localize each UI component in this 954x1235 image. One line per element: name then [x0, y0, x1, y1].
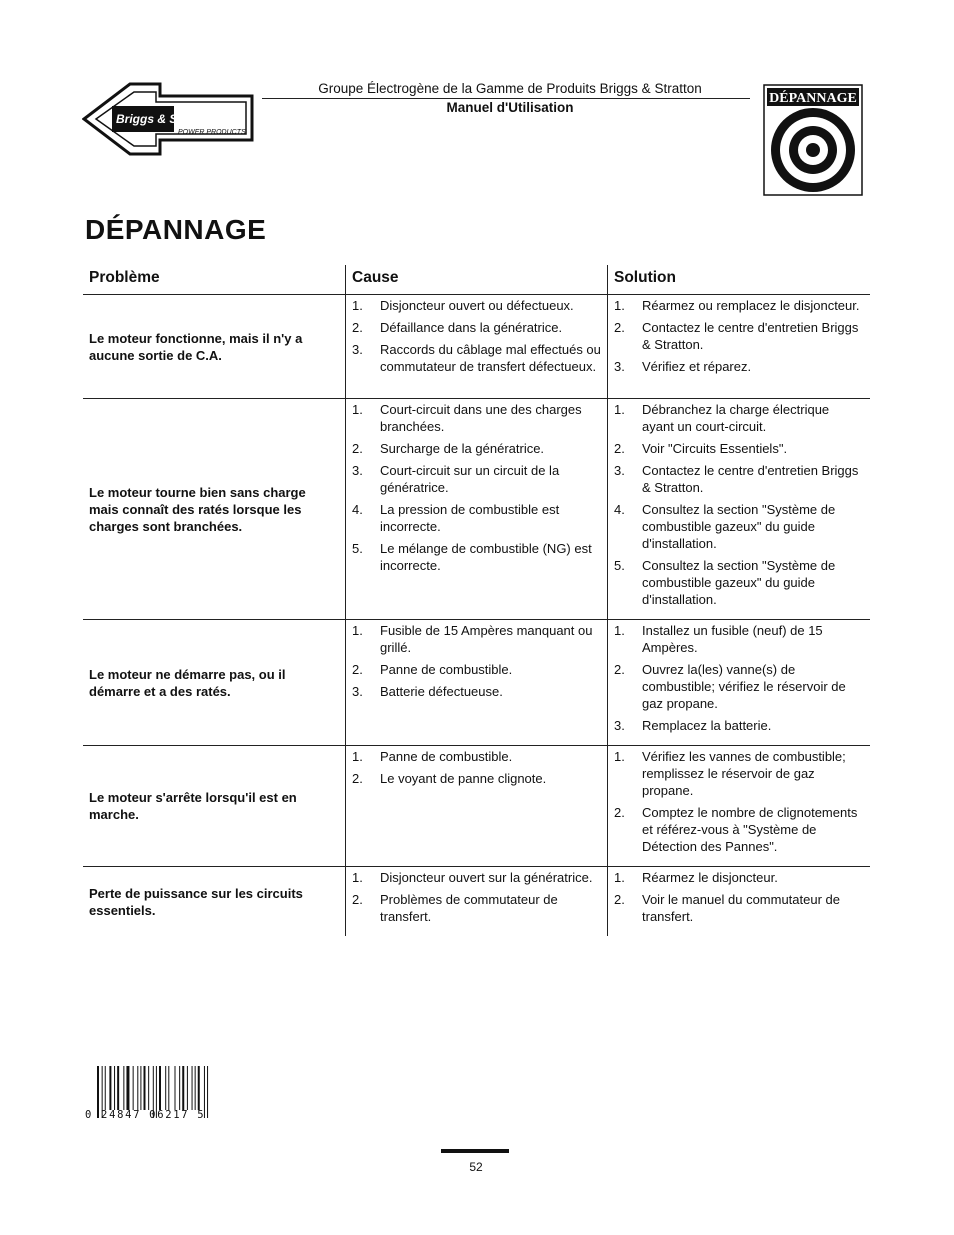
barcode-bar — [159, 1066, 161, 1110]
solution-cell — [607, 746, 870, 866]
problem-cell: Perte de puissance sur les circuits essentiels. — [89, 885, 303, 918]
problem-cell: Le moteur tourne bien sans charge mais connaît des ratés lorsque les charges sont branchées. — [89, 484, 306, 534]
item-text: Le voyant de panne clignote. — [380, 771, 547, 786]
barcode-bar — [137, 1066, 138, 1110]
item-text: Défaillance dans la génératrice. — [380, 320, 563, 335]
troubleshooting-table — [83, 265, 870, 936]
barcode-bar — [195, 1066, 196, 1110]
list-item — [352, 748, 601, 765]
list-item — [352, 440, 601, 457]
item-text: Court-circuit dans une des charges branchées. — [380, 402, 582, 434]
table-header — [83, 265, 870, 295]
list-item — [352, 501, 601, 535]
list-item — [352, 297, 601, 314]
barcode-bar — [123, 1066, 124, 1110]
item-number: 1. — [614, 749, 625, 764]
list-item — [352, 770, 601, 787]
item-text: Problèmes de commutateur de transfert. — [380, 892, 558, 924]
list-item — [352, 401, 601, 435]
solution-cell — [607, 620, 870, 745]
item-number: 2. — [614, 805, 625, 820]
item-text: Ouvrez la(les) vanne(s) de combustible; vérifiez le réservoir de gaz propane. — [642, 662, 846, 711]
troubleshooting-target-icon — [763, 84, 863, 196]
item-text: Réarmez le disjoncteur. — [642, 870, 778, 885]
problem-cell: Le moteur fonctionne, mais il n'y a aucune sortie de C.A. — [89, 330, 303, 363]
list-item — [352, 869, 601, 886]
list-item — [614, 869, 864, 886]
item-number: 2. — [352, 771, 363, 786]
cause-cell — [345, 295, 607, 398]
problem-cell: Le moteur ne démarre pas, ou il démarre et a des ratés. — [89, 666, 286, 699]
item-text: Panne de combustible. — [380, 749, 513, 764]
page-number: 52 — [469, 1160, 483, 1174]
item-number: 3. — [614, 463, 625, 478]
solution-cell — [607, 295, 870, 398]
barcode-bar — [165, 1066, 166, 1110]
cause-cell — [345, 620, 607, 745]
item-number: 2. — [352, 892, 363, 907]
list-item — [352, 319, 601, 336]
item-number: 1. — [352, 749, 363, 764]
briggs-stratton-logo — [82, 82, 254, 156]
list-item — [614, 501, 864, 552]
item-number: 2. — [352, 662, 363, 677]
item-text: Fusible de 15 Ampères manquant ou grillé. — [380, 623, 593, 655]
list-item — [352, 891, 601, 925]
barcode-bar — [148, 1066, 149, 1110]
barcode-bar — [144, 1066, 146, 1110]
barcode-bar — [140, 1066, 141, 1110]
list-item — [614, 891, 864, 925]
badge-label: DÉPANNAGE — [769, 91, 857, 106]
item-number: 2. — [614, 441, 625, 456]
header-cause: Cause — [345, 265, 607, 294]
list-item — [352, 462, 601, 496]
item-text: Voir le manuel du commutateur de transfert. — [642, 892, 840, 924]
barcode-bar — [168, 1066, 169, 1110]
barcode-bar — [114, 1066, 115, 1110]
item-number: 3. — [352, 684, 363, 699]
problem-cell: Le moteur s'arrête lorsqu'il est en marche. — [89, 790, 297, 822]
table-row — [83, 620, 870, 746]
table-row — [83, 399, 870, 620]
item-number: 1. — [352, 298, 363, 313]
barcode-bar — [105, 1066, 106, 1110]
item-number: 1. — [614, 870, 625, 885]
item-text: Court-circuit sur un circuit de la génératrice. — [380, 463, 560, 495]
barcode-bar — [117, 1066, 119, 1110]
document-title: Groupe Électrogène de la Gamme de Produits Briggs & Stratton — [318, 81, 702, 96]
item-text: Vérifiez les vannes de combustible; remplissez le réservoir de gaz propane. — [642, 749, 846, 798]
list-item — [614, 297, 864, 314]
table-row — [83, 867, 870, 936]
item-number: 2. — [614, 892, 625, 907]
header-divider — [262, 98, 750, 99]
list-item — [352, 661, 601, 678]
barcode-bar — [126, 1066, 129, 1110]
item-text: Le mélange de combustible (NG) est incorrecte. — [380, 541, 592, 573]
item-number: 2. — [614, 662, 625, 677]
solution-cell — [607, 399, 870, 619]
barcode-number: 0 24847 06217 5 — [85, 1109, 206, 1121]
item-number: 1. — [352, 402, 363, 417]
list-item — [352, 341, 601, 375]
item-text: Contactez le centre d'entretien Briggs & Stratton. — [642, 320, 859, 352]
item-number: 1. — [352, 870, 363, 885]
barcode-bar — [133, 1066, 134, 1110]
header-solution: Solution — [607, 265, 870, 294]
barcode-bar — [198, 1066, 200, 1110]
item-number: 5. — [614, 558, 625, 573]
item-text: Voir "Circuits Essentiels". — [642, 441, 788, 456]
item-text: Surcharge de la génératrice. — [380, 441, 545, 456]
barcode-bar — [109, 1066, 111, 1110]
cause-cell — [345, 399, 607, 619]
list-item — [614, 462, 864, 496]
item-number: 2. — [614, 320, 625, 335]
barcode-bar — [187, 1066, 188, 1110]
item-number: 3. — [614, 718, 625, 733]
item-number: 2. — [352, 441, 363, 456]
table-row — [83, 295, 870, 399]
item-number: 4. — [614, 502, 625, 517]
item-text: Disjoncteur ouvert sur la génératrice. — [380, 870, 593, 885]
item-number: 1. — [614, 402, 625, 417]
list-item — [614, 717, 864, 734]
list-item — [614, 748, 864, 799]
item-text: Disjoncteur ouvert ou défectueux. — [380, 298, 574, 313]
item-number: 1. — [352, 623, 363, 638]
item-number: 3. — [352, 342, 363, 357]
logo-text: Briggs & Stratton — [116, 112, 216, 126]
list-item — [614, 622, 864, 656]
item-number: 3. — [614, 359, 625, 374]
barcode-bar — [179, 1066, 180, 1110]
item-text: Réarmez ou remplacez le disjoncteur. — [642, 298, 860, 313]
item-number: 2. — [352, 320, 363, 335]
item-text: Contactez le centre d'entretien Briggs & Stratton. — [642, 463, 859, 495]
item-text: Comptez le nombre de clignotements et référez-vous à "Système de Détection des Pannes". — [642, 805, 858, 854]
table-row — [83, 746, 870, 867]
logo-subtext: POWER PRODUCTS — [178, 129, 246, 136]
list-item — [352, 622, 601, 656]
item-text: Batterie défectueuse. — [380, 684, 503, 699]
item-text: Remplacez la batterie. — [642, 718, 772, 733]
item-number: 1. — [614, 298, 625, 313]
item-text: Raccords du câblage mal effectués ou commutateur de transfert défectueux. — [380, 342, 601, 374]
item-text: La pression de combustible est incorrecte. — [380, 502, 560, 534]
item-text: Consultez la section "Système de combustible gazeux" du guide d'installation. — [642, 502, 836, 551]
table-body — [83, 295, 870, 936]
item-number: 1. — [614, 623, 625, 638]
list-item — [614, 661, 864, 712]
list-item — [614, 440, 864, 457]
item-number: 4. — [352, 502, 363, 517]
list-item — [614, 557, 864, 608]
list-item — [614, 401, 864, 435]
item-number: 5. — [352, 541, 363, 556]
cause-cell — [345, 746, 607, 866]
page-number-bar — [441, 1149, 509, 1153]
list-item — [614, 319, 864, 353]
cause-cell — [345, 867, 607, 936]
barcode-bar — [182, 1066, 184, 1110]
item-text: Panne de combustible. — [380, 662, 513, 677]
item-text: Installez un fusible (neuf) de 15 Ampères. — [642, 623, 823, 655]
header-problem: Problème — [89, 269, 160, 286]
list-item — [614, 804, 864, 855]
item-text: Débranchez la charge électrique ayant un court-circuit. — [642, 402, 830, 434]
solution-cell — [607, 867, 870, 936]
list-item — [614, 358, 864, 375]
page-title: DÉPANNAGE — [85, 214, 267, 245]
document-subtitle: Manuel d'Utilisation — [446, 100, 574, 115]
item-number: 3. — [352, 463, 363, 478]
barcode-bar — [175, 1066, 176, 1110]
item-text: Vérifiez et réparez. — [642, 359, 752, 374]
list-item — [352, 540, 601, 574]
barcode-bar — [192, 1066, 193, 1110]
item-text: Consultez la section "Système de combustible gazeux" du guide d'installation. — [642, 558, 836, 607]
list-item — [352, 683, 601, 700]
